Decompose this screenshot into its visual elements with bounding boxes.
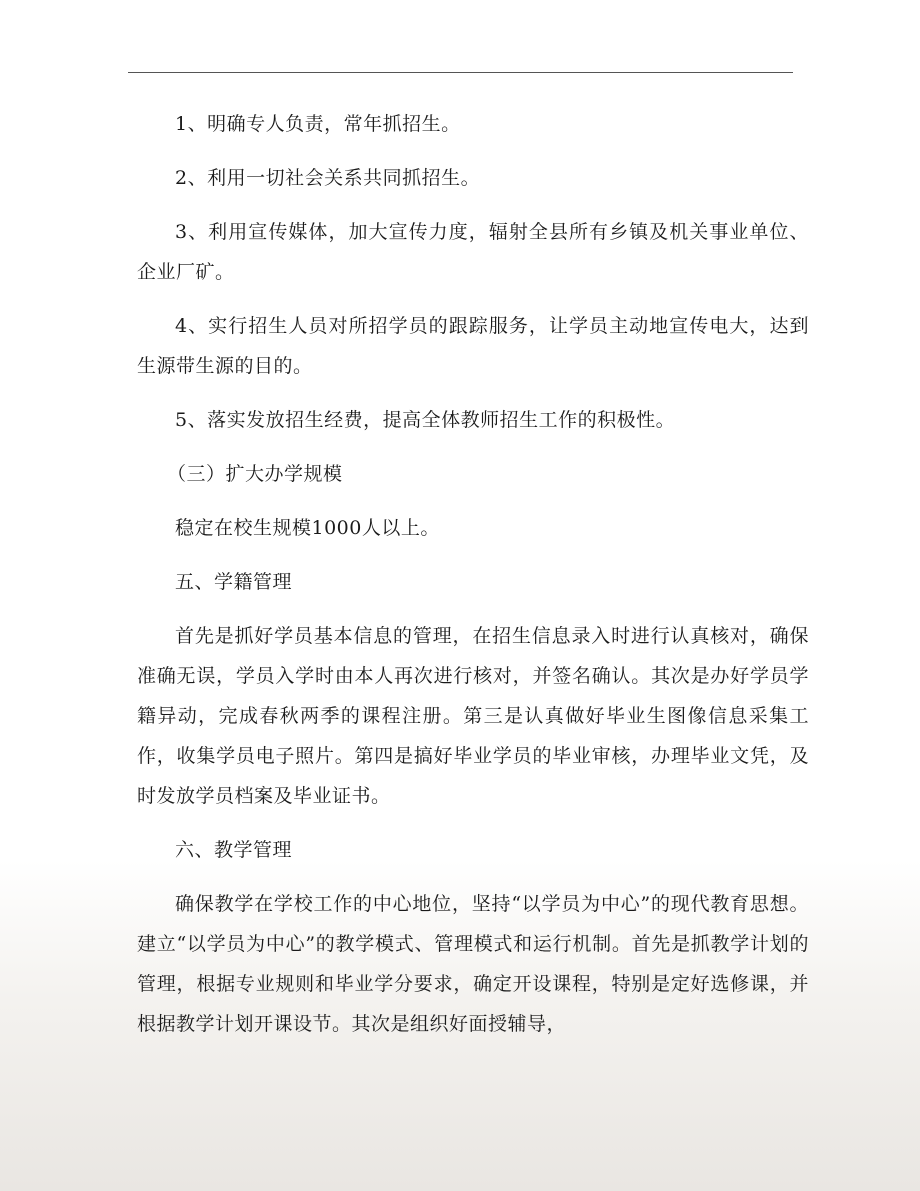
document-body [137, 104, 809, 1058]
paragraph-item-1: 1、明确专人负责，常年抓招生。 [175, 113, 461, 135]
section-heading-teaching-management: 六、教学管理 [175, 839, 293, 861]
paragraph-teaching-management: 确保教学在学校工作的中心地位，坚持“以学员为中心”的现代教育思想。建立“以学员为中心”的教学模式、管理模式和运行机制。首先是抓教学计划的管理，根据专业规则和毕业学分要求，确定开设课程，特别是定好选修课，并根据教学计划开课设节。其次是组织好面授辅导， [137, 893, 809, 1035]
section-heading-scale: （三）扩大办学规模 [167, 463, 343, 485]
paragraph-enrollment-management: 首先是抓好学员基本信息的管理，在招生信息录入时进行认真核对，确保准确无误，学员入学时由本人再次进行核对，并签名确认。其次是办好学员学籍异动，完成春秋两季的课程注册。第三是认真做好毕业生图像信息采集工作，收集学员电子照片。第四是搞好毕业学员的毕业审核，办理毕业文凭，及时发放学员档案及毕业证书。 [137, 625, 809, 807]
paragraph-item-4: 4、实行招生人员对所招学员的跟踪服务，让学员主动地宣传电大，达到生源带生源的目的。 [137, 315, 809, 377]
section-heading-enrollment-management: 五、学籍管理 [175, 571, 293, 593]
paragraph-scale-target: 稳定在校生规模1000人以上。 [175, 517, 440, 539]
header-rule [128, 72, 793, 73]
paragraph-item-2: 2、利用一切社会关系共同抓招生。 [175, 167, 481, 189]
paragraph-item-3: 3、利用宣传媒体，加大宣传力度，辐射全县所有乡镇及机关事业单位、企业厂矿。 [137, 221, 809, 283]
paragraph-item-5: 5、落实发放招生经费，提高全体教师招生工作的积极性。 [175, 409, 676, 431]
